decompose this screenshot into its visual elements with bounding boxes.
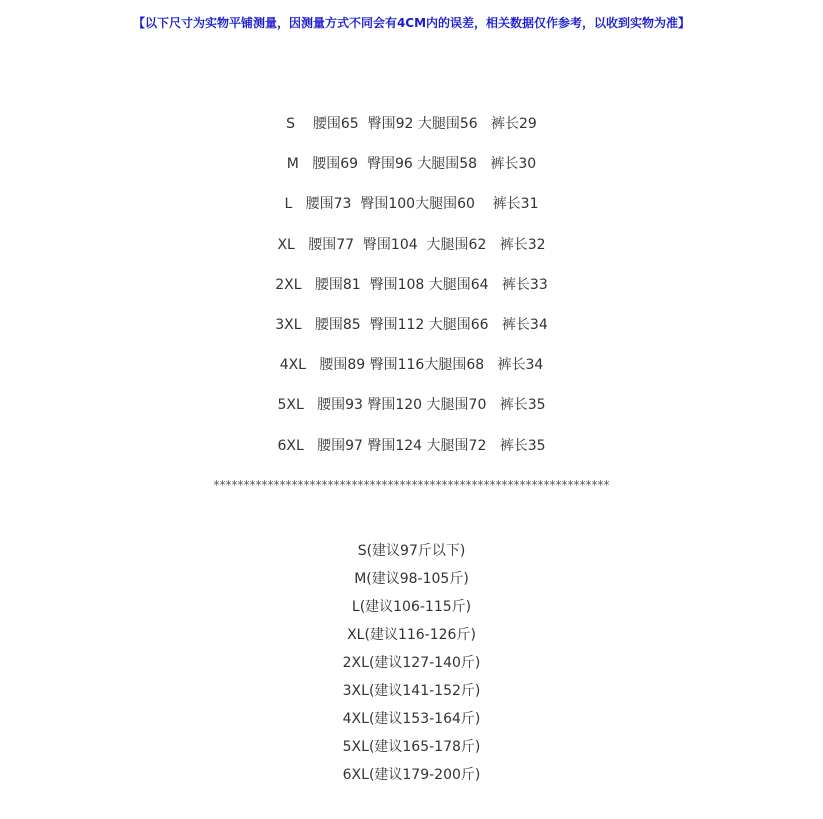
size-row-l: L 腰围73 臀围100大腿围60 裤长31 — [284, 196, 539, 213]
recommendation-6xl: 6XL(建议179-200斤) — [342, 767, 481, 783]
asterisk-divider: ****************************************************************** — [213, 478, 610, 492]
recommendation-xl: XL(建议116-126斤) — [347, 627, 476, 643]
recommendation-5xl: 5XL(建议165-178斤) — [342, 739, 481, 755]
recommendation-l: L(建议106-115斤) — [351, 599, 472, 615]
size-row-xl: XL 腰围77 臀围104 大腿围62 裤长32 — [277, 236, 546, 253]
size-row-s: S 腰围65 臀围92 大腿围56 裤长29 — [286, 116, 537, 132]
size-row-2xl: 2XL 腰围81 臀围108 大腿围64 裤长33 — [275, 276, 548, 293]
recommendation-m: M(建议98-105斤) — [354, 571, 469, 587]
measurement-notice: 【以下尺寸为实物平铺测量，因测量方式不同会有4CM内的误差，相关数据仅作参考，以收到实物为准】 — [132, 16, 691, 30]
size-row-5xl: 5XL 腰围93 臀围120 大腿围70 裤长35 — [277, 397, 546, 414]
recommendation-4xl: 4XL(建议153-164斤) — [342, 711, 481, 727]
size-row-6xl: 6XL 腰围97 臀围124 大腿围72 裤长35 — [277, 437, 546, 454]
size-chart — [0, 114, 823, 476]
size-row-m: M 腰围69 臀围96 大腿围58 裤长30 — [286, 156, 537, 173]
recommendation-2xl: 2XL(建议127-140斤) — [342, 655, 481, 671]
size-row-3xl: 3XL 腰围85 臀围112 大腿围66 裤长34 — [275, 316, 548, 333]
recommendation-s: S(建议97斤以下) — [357, 543, 466, 559]
recommendation-3xl: 3XL(建议141-152斤) — [342, 683, 481, 699]
size-row-4xl: 4XL 腰围89 臀围116大腿围68 裤长34 — [279, 357, 544, 374]
weight-recommendation-list — [0, 541, 823, 793]
